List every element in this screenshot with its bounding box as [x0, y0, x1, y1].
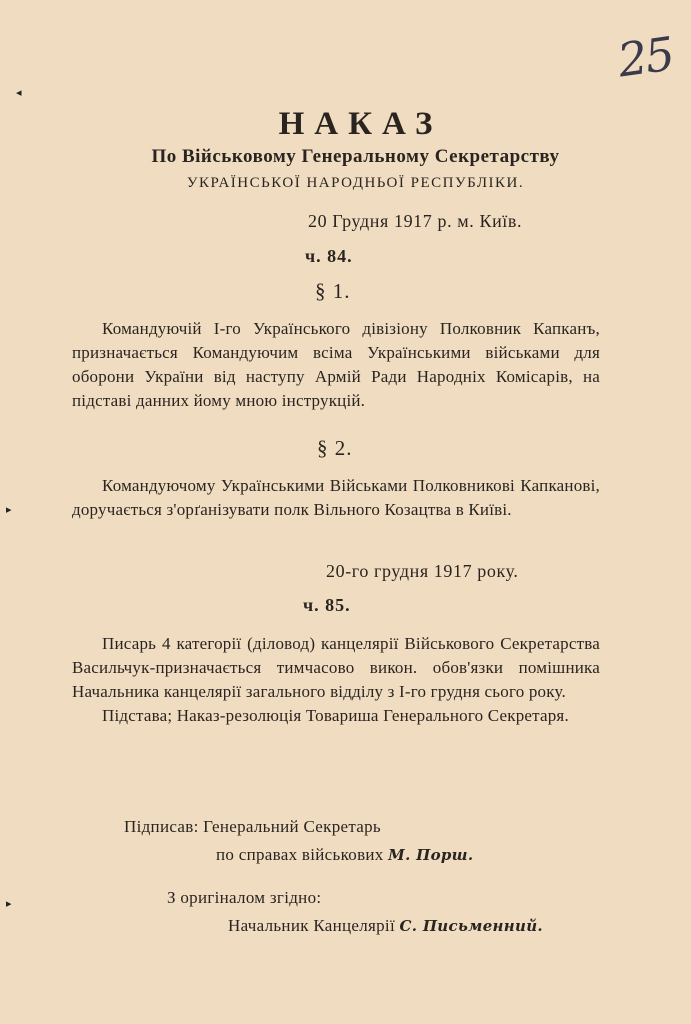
order-number-84: ч. 84.: [305, 246, 353, 266]
binding-mark-1: ◂: [16, 87, 22, 99]
signature-name-porsh: М. Порш.: [388, 846, 474, 864]
date-line-2: 20-го грудня 1917 року.: [326, 561, 519, 581]
signature-line-4-prefix: Начальник Канцелярії: [228, 916, 395, 935]
section-1-paragraph: [72, 317, 600, 413]
order-85-paragraph: [72, 632, 600, 728]
signature-name-pysmennyi: С. Письменний.: [399, 917, 543, 935]
signature-line-3: З оригіналом згідно:: [167, 888, 322, 907]
signature-line-2: [216, 845, 473, 865]
signature-line-2-prefix: по справах військових: [216, 845, 384, 864]
binding-mark-2: ▸: [6, 504, 12, 516]
signature-line-1: Підписав: Генеральний Секретарь: [124, 817, 381, 836]
order-85-basis: Підстава; Наказ-резолюція Товариша Генерального Секретаря.: [102, 706, 569, 725]
section-2-paragraph: [72, 474, 600, 522]
binding-mark-3: ▸: [6, 898, 12, 910]
section-mark-2: § 2.: [317, 436, 353, 460]
signature-line-4: [228, 916, 543, 936]
order-85-text: Писарь 4 категорії (діловод) канцелярії Військового Секретарства Васильчук-призначається тимчасово викон. обов'язки помішника Начальника канцелярії загального відділу з І-го грудня сього року.: [72, 634, 600, 701]
section-1-text: Командуючій І-го Українського дівізіону Полковник Капканъ, призначається Командуючим всіма Українськими військами для оборони України від наступу Армій Ради Народніх Комісарів, на підставі данних йому мною інструкцій.: [72, 319, 600, 410]
document-subtitle: По Військовому Генеральному Секретарству: [151, 146, 560, 167]
section-mark-1: § 1.: [315, 279, 351, 303]
order-number-85: ч. 85.: [303, 595, 351, 615]
handwritten-page-number: 25: [614, 26, 677, 88]
document-subtitle-republic: УКРАЇНСЬКОЇ НАРОДНЬОЇ РЕСПУБЛІКИ.: [186, 175, 525, 191]
date-line: 20 Грудня 1917 р. м. Київ.: [308, 211, 523, 231]
document-title: НАКАЗ: [278, 106, 443, 142]
section-2-text: Командуючому Українськими Військами Полковникові Капканові, доручається з'орґанізувати полк Вільного Козацтва в Київі.: [72, 476, 600, 519]
